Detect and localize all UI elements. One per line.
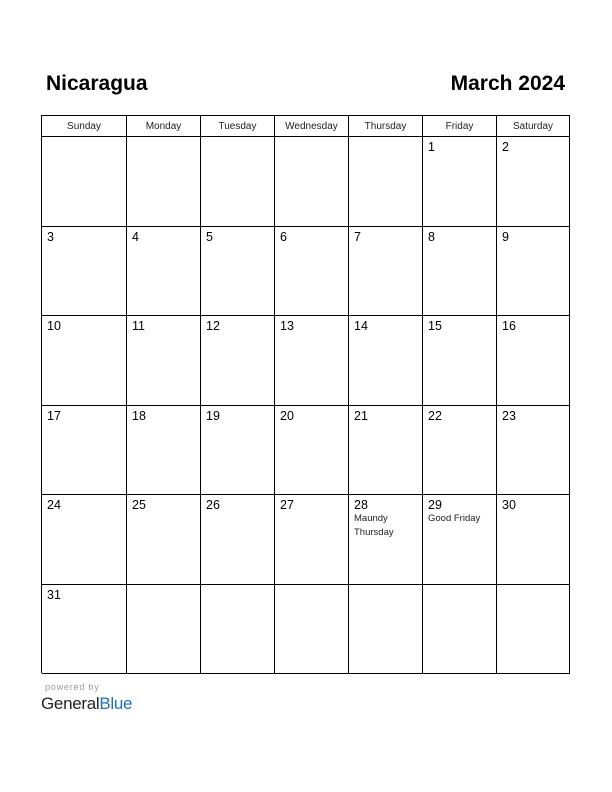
day-cell-2[interactable] (497, 137, 570, 227)
day-number: 24 (47, 498, 61, 512)
day-cell-11[interactable] (127, 316, 201, 406)
day-number: 4 (132, 229, 139, 244)
day-number: 28 (354, 498, 368, 512)
weekday-sunday: Sunday (42, 116, 127, 137)
weekday-header-row (42, 116, 570, 137)
weekday-saturday: Saturday (497, 116, 570, 137)
empty-day-cell (201, 137, 275, 227)
day-number: 5 (206, 229, 213, 244)
day-cell-28[interactable] (349, 495, 423, 585)
country-title: Nicaragua (46, 72, 148, 95)
day-number: 2 (502, 140, 509, 154)
day-number: 15 (428, 319, 442, 333)
weekday-tuesday: Tuesday (201, 116, 275, 137)
weekday-monday: Monday (127, 116, 201, 137)
day-number: 3 (47, 229, 54, 244)
empty-day-cell (497, 585, 570, 675)
day-cell-21[interactable] (349, 406, 423, 496)
day-cell-26[interactable] (201, 495, 275, 585)
day-cell-1[interactable] (423, 137, 497, 227)
day-number: 7 (354, 229, 361, 244)
day-cell-10[interactable] (42, 316, 127, 406)
day-cell-4[interactable] (127, 227, 201, 317)
holiday-label: Good Friday (428, 513, 481, 524)
empty-day-cell (349, 585, 423, 675)
weekday-wednesday: Wednesday (275, 116, 349, 137)
empty-day-cell (42, 137, 127, 227)
empty-day-cell (127, 137, 201, 227)
day-number: 19 (206, 408, 220, 423)
day-cell-22[interactable] (423, 406, 497, 496)
day-number: 22 (428, 408, 442, 423)
day-cell-30[interactable] (497, 495, 570, 585)
day-number: 8 (428, 229, 435, 244)
day-number: 21 (354, 408, 368, 423)
day-cell-15[interactable] (423, 316, 497, 406)
empty-day-cell (275, 137, 349, 227)
day-number: 29 (428, 498, 442, 512)
day-cell-24[interactable] (42, 495, 127, 585)
empty-day-cell (349, 137, 423, 227)
brand-blue-text: Blue (99, 694, 133, 713)
month-year-title: March 2024 (450, 72, 565, 95)
day-cell-6[interactable] (275, 227, 349, 317)
day-cell-5[interactable] (201, 227, 275, 317)
calendar-grid (41, 115, 570, 673)
day-cell-23[interactable] (497, 406, 570, 496)
day-number: 14 (354, 319, 368, 333)
day-number: 11 (132, 319, 145, 333)
day-number: 25 (132, 498, 146, 512)
day-cell-7[interactable] (349, 227, 423, 317)
day-number: 16 (502, 319, 516, 333)
empty-day-cell (275, 585, 349, 675)
day-cell-16[interactable] (497, 316, 570, 406)
day-number: 10 (47, 319, 61, 333)
day-cell-12[interactable] (201, 316, 275, 406)
day-number: 30 (502, 498, 516, 512)
day-number: 23 (502, 408, 516, 423)
day-cell-13[interactable] (275, 316, 349, 406)
day-number: 31 (47, 587, 61, 602)
day-number: 17 (47, 408, 61, 423)
empty-day-cell (423, 585, 497, 675)
day-number: 13 (280, 319, 294, 333)
weekday-friday: Friday (423, 116, 497, 137)
day-cell-8[interactable] (423, 227, 497, 317)
day-number: 12 (206, 319, 220, 333)
day-number: 9 (502, 229, 509, 244)
empty-day-cell (201, 585, 275, 675)
day-cell-17[interactable] (42, 406, 127, 496)
brand-general-text: General (41, 694, 100, 713)
day-cell-20[interactable] (275, 406, 349, 496)
day-number: 6 (280, 229, 287, 244)
empty-day-cell (127, 585, 201, 675)
day-cell-19[interactable] (201, 406, 275, 496)
day-cell-25[interactable] (127, 495, 201, 585)
holiday-label: Maundy Thursday (354, 513, 394, 538)
day-cell-27[interactable] (275, 495, 349, 585)
powered-by-label: powered by (45, 682, 100, 692)
day-cell-14[interactable] (349, 316, 423, 406)
weekday-thursday: Thursday (349, 116, 423, 137)
day-number: 18 (132, 408, 146, 423)
day-cell-29[interactable] (423, 495, 497, 585)
generalblue-logo[interactable] (41, 694, 132, 714)
day-cell-18[interactable] (127, 406, 201, 496)
day-number: 26 (206, 498, 220, 512)
day-number: 1 (428, 140, 435, 154)
day-number: 20 (280, 408, 294, 423)
day-cell-31[interactable] (42, 585, 127, 675)
day-cell-3[interactable] (42, 227, 127, 317)
day-cell-9[interactable] (497, 227, 570, 317)
day-number: 27 (280, 498, 294, 512)
